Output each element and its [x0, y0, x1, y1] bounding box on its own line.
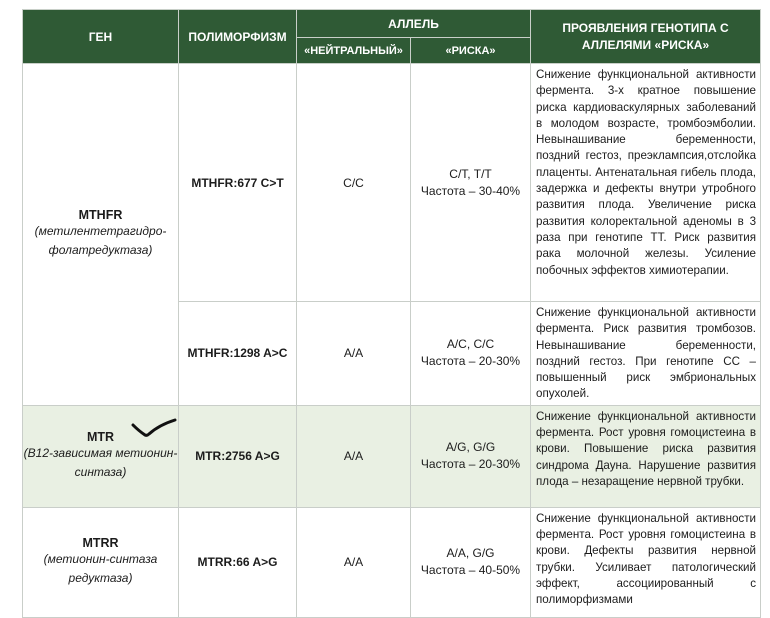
- gene-description: (метилентетрагидро-фолатредуктаза): [34, 224, 167, 258]
- neutral-allele-cell: A/A: [297, 405, 411, 507]
- manifestation-cell: Снижение функциональной активности фермента. Рост уровня гомоцистеина в крови. Повышение риска развития синдрома Дауна. Нарушение развития плода – незаращение нервной трубки.: [531, 405, 761, 507]
- gene-name: MTHFR: [78, 208, 123, 223]
- risk-allele-cell: [411, 64, 531, 302]
- polymorphism-cell: MTHFR:677 C>T: [179, 64, 297, 302]
- genotype-table-container: [22, 9, 760, 618]
- polymorphism-cell: MTR:2756 A>G: [179, 405, 297, 507]
- risk-frequency: Частота – 20-30%: [420, 457, 521, 472]
- gene-description: (метионин-синтаза редуктаза): [43, 552, 158, 586]
- neutral-allele-cell: A/A: [297, 507, 411, 617]
- risk-allele-cell: [411, 302, 531, 406]
- risk-frequency: Частота – 40-50%: [420, 563, 521, 578]
- polymorphism-cell: MTHFR:1298 A>C: [179, 302, 297, 406]
- risk-allele-cell: [411, 507, 531, 617]
- manifestation-cell: Снижение функциональной активности фермента. 3-х кратное повышение риска кардиоваскулярных заболеваний в молодом возрасте, тромбоэмболии. Невынашивание беременности, поздний гестоз, преэклампсия,отслойка плаценты. Антенатальная гибель плода, задержка и дефекты внутри утробного развития плода. Увеличение риска развития колоректальной аденомы в 3 раза при генотипе ТТ. Риск развития рака молочной железы. Усиление побочных эффектов химиотерапии.: [531, 64, 761, 302]
- header-polymorphism: ПОЛИМОРФИЗМ: [179, 10, 297, 64]
- manifestation-cell: Снижение функциональной активности фермента. Рост уровня гомоцистеина в крови. Дефекты развития нервной трубки. Усиливает патологический эффект, ассоциированный с полиморфизмами: [531, 507, 761, 617]
- risk-allele: A/C, C/C: [446, 337, 495, 352]
- risk-allele: A/A, G/G: [446, 546, 495, 561]
- risk-allele-cell: [411, 405, 531, 507]
- polymorphism-cell: MTRR:66 A>G: [179, 507, 297, 617]
- neutral-allele-cell: C/C: [297, 64, 411, 302]
- risk-allele: C/T, T/T: [449, 166, 492, 181]
- table-row: [23, 507, 761, 617]
- risk-frequency: Частота – 20-30%: [420, 354, 521, 369]
- header-risk: «РИСКА»: [411, 38, 531, 64]
- genotype-table: [22, 9, 761, 618]
- manifestation-cell: Снижение функциональной активности фермента. Риск развития тромбозов. Невынашивание беременности, поздний гестоз. При генотипе СС – повышенный риск эмбриональных опухолей.: [531, 302, 761, 406]
- handwritten-checkmark-icon: [131, 417, 177, 441]
- gene-cell-mthfr: [23, 64, 179, 406]
- gene-description: (B12-зависимая метионин-синтаза): [23, 446, 178, 480]
- table-row: [23, 64, 761, 302]
- risk-allele: A/G, G/G: [445, 440, 496, 455]
- header-allele: АЛЛЕЛЬ: [297, 10, 531, 38]
- header-manifestation: ПРОЯВЛЕНИЯ ГЕНОТИПА С АЛЛЕЛЯМИ «РИСКА»: [531, 10, 761, 64]
- gene-cell-mtrr: [23, 507, 179, 617]
- gene-name: MTR: [86, 430, 115, 445]
- gene-name: MTRR: [82, 536, 119, 551]
- neutral-allele-cell: A/A: [297, 302, 411, 406]
- header-neutral: «НЕЙТРАЛЬНЫЙ»: [297, 38, 411, 64]
- risk-frequency: Частота – 30-40%: [420, 183, 521, 198]
- header-gene: ГЕН: [23, 10, 179, 64]
